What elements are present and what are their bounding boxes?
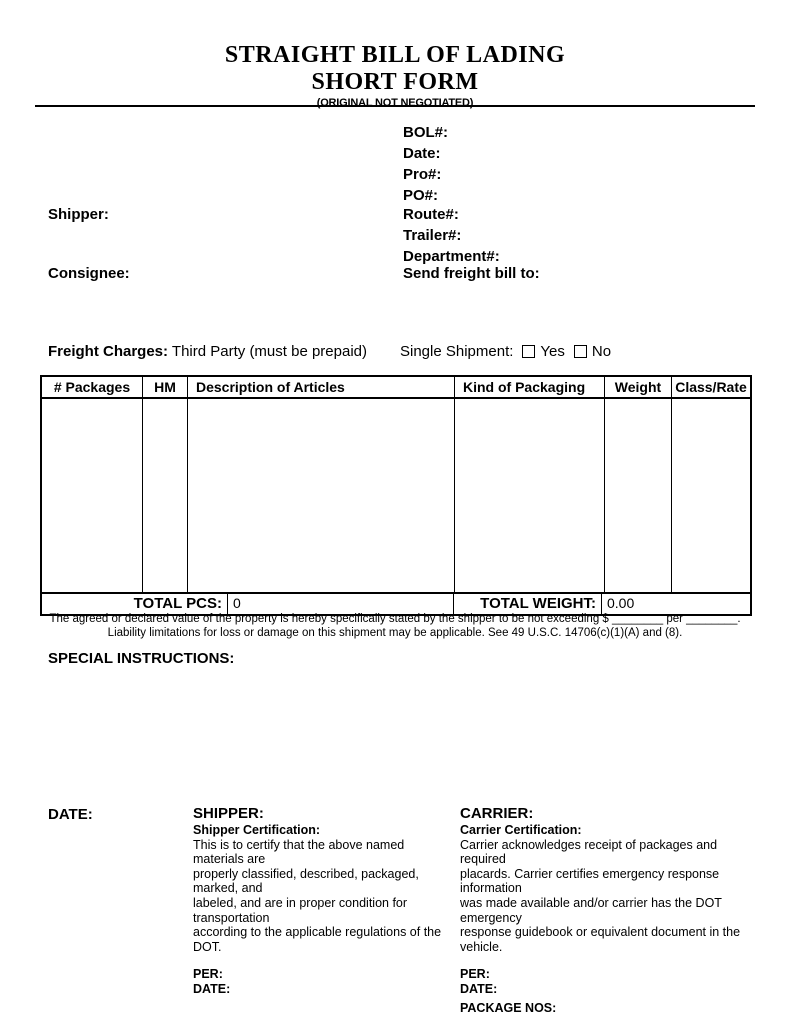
- single-shipment-group: [400, 343, 611, 360]
- consignee-label: Consignee:: [48, 265, 130, 282]
- send-freight-bill-label: Send freight bill to:: [403, 265, 540, 282]
- total-weight-label: TOTAL WEIGHT:: [454, 594, 602, 614]
- total-weight-value[interactable]: 0.00: [607, 595, 635, 611]
- header-kind-of-packaging: Kind of Packaging: [455, 377, 605, 397]
- special-instructions-label: SPECIAL INSTRUCTIONS:: [48, 650, 235, 667]
- carrier-heading: CARRIER:: [460, 805, 534, 822]
- shipper-per-label: PER:: [193, 967, 223, 982]
- spacer: [460, 954, 760, 967]
- carrier-per-label: PER:: [460, 967, 490, 982]
- freight-charges-line: [48, 343, 367, 360]
- packages-table-body-row: [42, 399, 750, 592]
- carrier-cert-heading: Carrier Certification:: [460, 823, 582, 837]
- carrier-certification-block: [460, 805, 760, 1015]
- bol-meta-group: [403, 122, 448, 206]
- header-divider: [35, 105, 755, 107]
- single-shipment-label: Single Shipment:: [400, 343, 514, 360]
- shipper-date-label: DATE:: [193, 981, 231, 996]
- body-cell-weight[interactable]: [605, 399, 672, 592]
- date-label: Date:: [403, 145, 441, 162]
- package-nos-label: PACKAGE NOS:: [460, 1000, 557, 1015]
- header-packages: # Packages: [42, 377, 143, 397]
- form-title-line1: STRAIGHT BILL OF LADING: [224, 42, 566, 68]
- form-title-line2: SHORT FORM: [311, 69, 479, 95]
- form-subtitle: (ORIGINAL NOT NEGOTIATED): [316, 97, 474, 109]
- shipper-heading: SHIPPER:: [193, 805, 264, 822]
- header-hm: HM: [143, 377, 188, 397]
- packages-table: [40, 375, 752, 616]
- body-cell-description[interactable]: [188, 399, 455, 592]
- freight-charges-label: Freight Charges:: [48, 343, 169, 360]
- single-shipment-yes-checkbox[interactable]: [522, 345, 535, 358]
- body-cell-kind-of-packaging[interactable]: [455, 399, 605, 592]
- header-class-rate: Class/Rate: [675, 379, 747, 395]
- route-number-label: Route#:: [403, 206, 459, 223]
- carrier-cert-line4: response guidebook or equivalent document in the vehicle.: [460, 925, 741, 954]
- carrier-date-label: DATE:: [460, 981, 498, 996]
- total-pcs-label: TOTAL PCS:: [42, 594, 228, 614]
- pro-number-label: Pro#:: [403, 166, 442, 183]
- signoff-date-label: DATE:: [48, 806, 93, 823]
- freight-charges-value: Third Party (must be prepaid): [171, 343, 367, 360]
- total-pcs-value[interactable]: 0: [228, 594, 454, 614]
- body-cell-class-rate[interactable]: [672, 399, 750, 592]
- liability-note: [0, 613, 790, 640]
- shipper-cert-line2: properly classified, described, packaged, marked, and: [193, 866, 419, 896]
- packages-table-total-row: [42, 592, 750, 614]
- shipper-certification-block: [193, 805, 449, 997]
- shipper-cert-line4: according to the applicable regulations of the DOT.: [193, 925, 442, 954]
- header-description: Description of Articles: [188, 377, 455, 397]
- bol-number-label: BOL#:: [403, 124, 448, 141]
- trailer-number-label: Trailer#:: [403, 227, 462, 244]
- po-number-label: PO#:: [403, 187, 439, 204]
- carrier-cert-line1: Carrier acknowledges receipt of packages and required: [460, 837, 718, 867]
- single-shipment-no-label: No: [591, 343, 612, 360]
- header-weight: Weight: [605, 377, 672, 397]
- route-meta-group: [403, 204, 500, 267]
- shipper-cert-line3: labeled, and are in proper condition for transportation: [193, 895, 408, 925]
- single-shipment-yes-label: Yes: [540, 343, 565, 360]
- form-title-block: [0, 42, 790, 109]
- packages-table-header-row: [42, 377, 750, 399]
- shipper-label: Shipper:: [48, 206, 109, 223]
- single-shipment-no-checkbox[interactable]: [574, 345, 587, 358]
- liability-line1: The agreed or declared value of the property is hereby specifically stated by the shipper to be not exceeding $ ________ per ________.: [49, 613, 741, 625]
- spacer: [193, 954, 449, 967]
- carrier-cert-line3: was made available and/or carrier has the DOT emergency: [460, 895, 722, 925]
- body-cell-packages[interactable]: [42, 399, 143, 592]
- body-cell-hm[interactable]: [143, 399, 188, 592]
- shipper-cert-line1: This is to certify that the above named materials are: [193, 837, 405, 867]
- carrier-cert-line2: placards. Carrier certifies emergency response information: [460, 866, 720, 896]
- shipper-cert-heading: Shipper Certification:: [193, 823, 321, 837]
- department-number-label: Department#:: [403, 248, 500, 265]
- liability-line2: Liability limitations for loss or damage on this shipment may be applicable. See 49 U.S.C. 14706(c)(1)(A) and (8).: [107, 626, 683, 639]
